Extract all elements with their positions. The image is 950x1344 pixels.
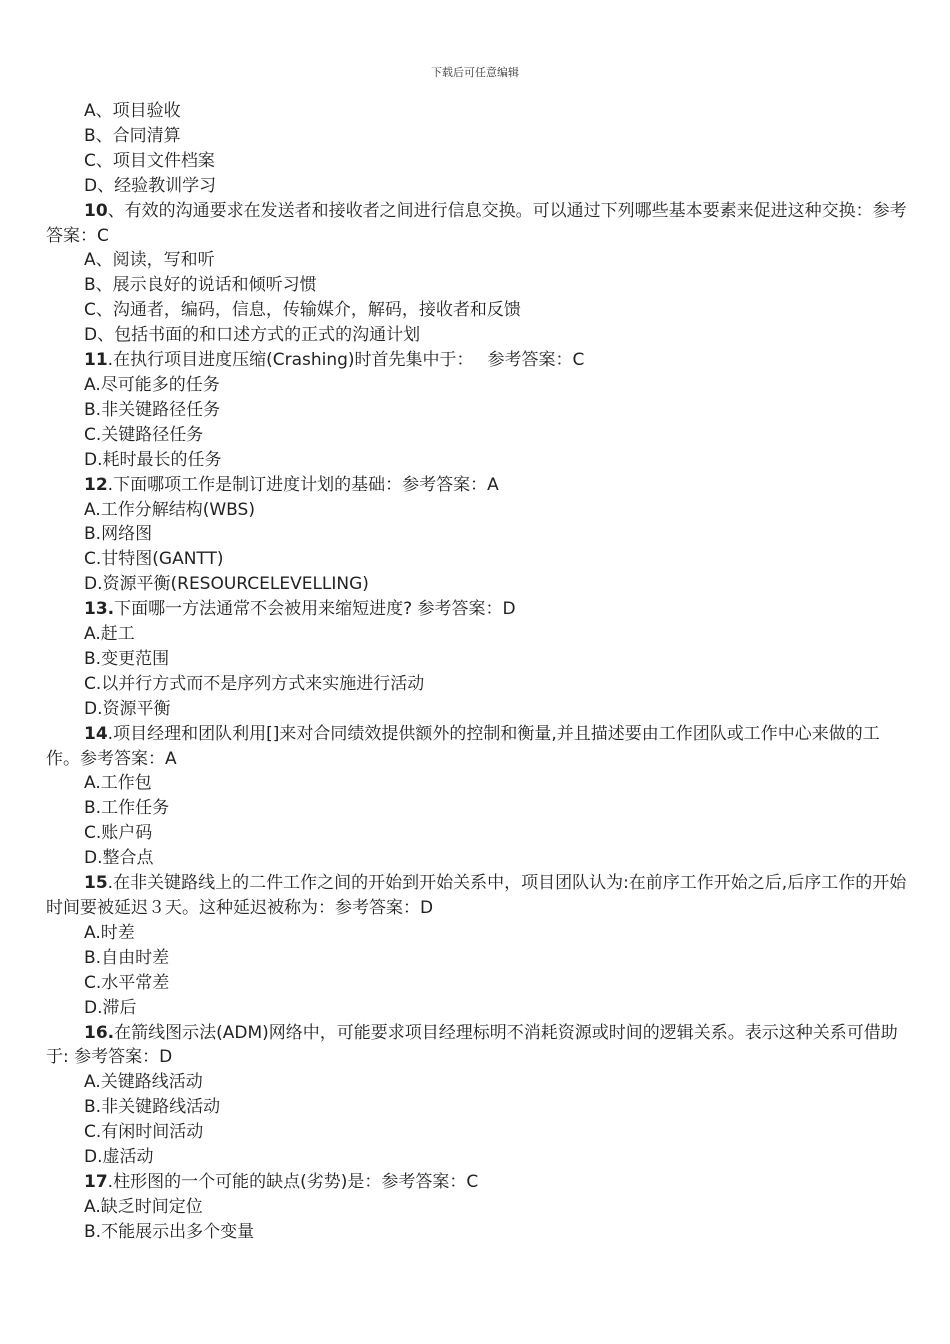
option-15c: C.水平常差 xyxy=(84,972,170,993)
question-13-stem xyxy=(46,597,908,622)
question-11-stem xyxy=(46,348,908,373)
option-13b: B.变更范围 xyxy=(84,648,170,669)
option-12b: B.网络图 xyxy=(84,524,153,545)
question-16-text: 在箭线图示法(ADM)网络中，可能要求项目经理标明不消耗资源或时间的逻辑关系。表示这种关系可借助于: 参考答案：D xyxy=(46,1022,898,1068)
question-12-number: 12 xyxy=(84,474,108,495)
question-11 xyxy=(46,348,908,473)
option-14a: A.工作包 xyxy=(84,773,152,794)
option-11d: D.耗时最长的任务 xyxy=(84,449,222,470)
page-header: 下载后可任意编辑 xyxy=(431,66,519,79)
question-16-number: 16. xyxy=(84,1022,115,1043)
question-13 xyxy=(46,597,908,722)
question-10 xyxy=(46,199,908,348)
question-11-number: 11 xyxy=(84,350,108,371)
question-17-number: 17 xyxy=(84,1171,108,1192)
option-14d: D.整合点 xyxy=(84,848,154,869)
question-12 xyxy=(46,473,908,598)
question-14 xyxy=(46,722,908,871)
option-16d: D.虚活动 xyxy=(84,1147,154,1168)
document-body xyxy=(46,99,908,1245)
question-14-number: 14 xyxy=(84,723,108,744)
option-16a: A.关键路线活动 xyxy=(84,1072,203,1093)
question-13-text: 下面哪一方法通常不会被用来缩短进度? 参考答案：D xyxy=(114,599,516,620)
option-12a: A.工作分解结构(WBS) xyxy=(84,499,255,520)
question-15-number: 15 xyxy=(84,873,108,894)
option-15a: A.时差 xyxy=(84,922,135,943)
option-17a: A.缺乏时间定位 xyxy=(84,1196,203,1217)
question-17 xyxy=(46,1170,908,1245)
question-15 xyxy=(46,871,908,1020)
question-14-text: .项目经理和团队利用[]来对合同绩效提供额外的控制和衡量,并且描述要由工作团队或工作中心来做的工作。参考答案：A xyxy=(46,723,880,769)
option-16b: B.非关键路线活动 xyxy=(84,1097,221,1118)
question-14-stem xyxy=(46,722,908,772)
question-9-options xyxy=(46,99,908,199)
option-9c: C、项目文件档案 xyxy=(84,150,215,171)
question-17-stem xyxy=(46,1170,908,1195)
option-10a: A、阅读，写和听 xyxy=(84,250,215,271)
option-10c: C、沟通者，编码，信息，传输媒介，解码，接收者和反馈 xyxy=(84,300,521,321)
question-17-text: .柱形图的一个可能的缺点(劣势)是：参考答案：C xyxy=(107,1171,479,1192)
option-9d: D、经验教训学习 xyxy=(84,175,217,196)
option-12d: D.资源平衡(RESOURCELEVELLING) xyxy=(84,574,369,595)
option-10d: D、包括书面的和口述方式的正式的沟通计划 xyxy=(84,325,421,346)
option-13a: A.赶工 xyxy=(84,624,135,645)
question-12-text: .下面哪项工作是制订进度计划的基础：参考答案：A xyxy=(107,474,499,495)
question-10-number: 10 xyxy=(84,200,108,221)
question-16-stem xyxy=(46,1021,908,1071)
option-9a: A、项目验收 xyxy=(84,101,181,121)
question-13-number: 13. xyxy=(84,599,115,620)
option-11c: C.关键路径任务 xyxy=(84,424,204,445)
option-17b: B.不能展示出多个变量 xyxy=(84,1221,255,1242)
question-10-text: 、有效的沟通要求在发送者和接收者之间进行信息交换。可以通过下列哪些基本要素来促进这种交换：参考答案：C xyxy=(46,200,907,246)
question-11-text: .在执行项目进度压缩(Crashing)时首先集中于： 参考答案：C xyxy=(107,350,585,371)
option-9b: B、合同清算 xyxy=(84,125,181,146)
option-15d: D.滞后 xyxy=(84,997,137,1018)
question-15-text: .在非关键路线上的二件工作之间的开始到开始关系中，项目团队认为:在前序工作开始之后,后序工作的开始时间要被延迟３天。这种延迟被称为：参考答案：D xyxy=(46,873,907,918)
question-15-stem xyxy=(46,871,908,921)
question-10-stem xyxy=(46,199,908,249)
option-14b: B.工作任务 xyxy=(84,798,170,819)
option-13d: D.资源平衡 xyxy=(84,698,171,719)
question-16 xyxy=(46,1021,908,1170)
option-11b: B.非关键路径任务 xyxy=(84,399,221,420)
option-10b: B、展示良好的说话和倾听习惯 xyxy=(84,275,317,296)
option-13c: C.以并行方式而不是序列方式来实施进行活动 xyxy=(84,673,425,694)
option-14c: C.账户码 xyxy=(84,823,153,844)
question-12-stem xyxy=(46,473,908,498)
option-15b: B.自由时差 xyxy=(84,947,170,968)
option-12c: C.甘特图(GANTT) xyxy=(84,549,224,570)
option-11a: A.尽可能多的任务 xyxy=(84,374,220,395)
option-16c: C.有闲时间活动 xyxy=(84,1122,204,1143)
